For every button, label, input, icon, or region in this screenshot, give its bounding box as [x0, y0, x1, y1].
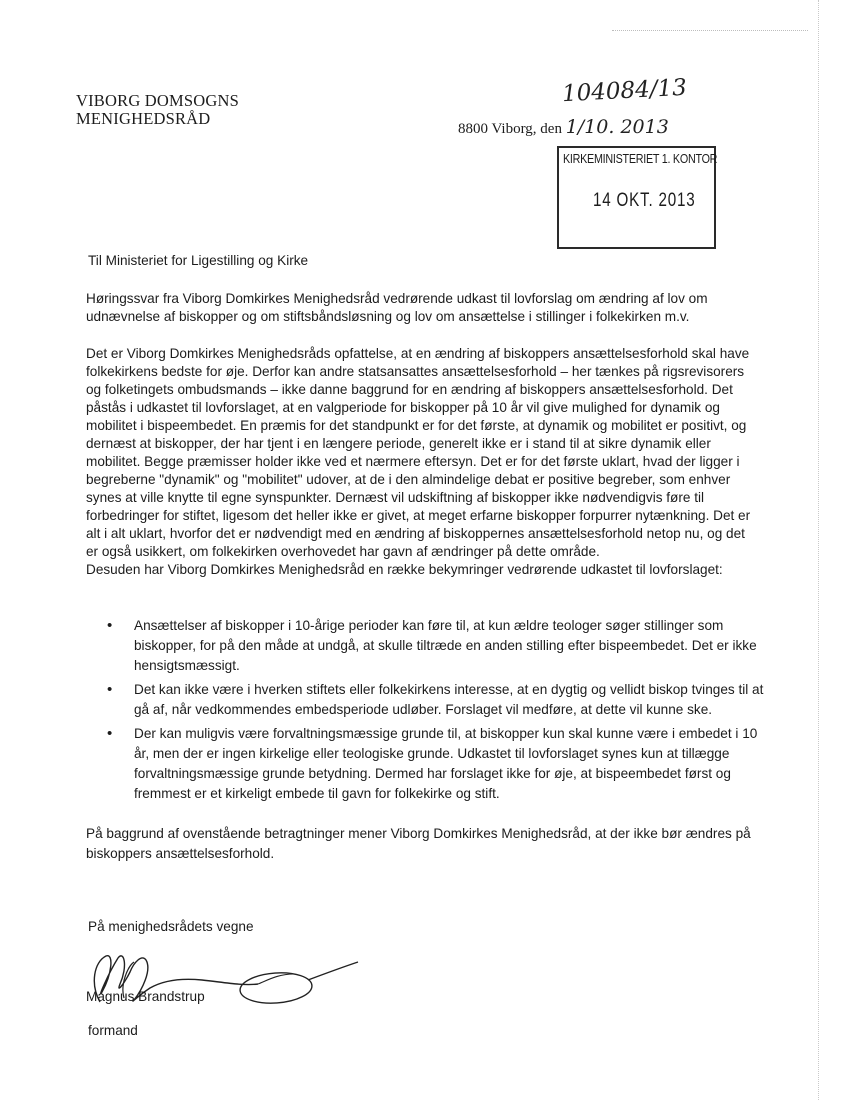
closing-line: På menighedsrådets vegne: [88, 919, 254, 934]
letterhead-line-1: VIBORG DOMSOGNS: [76, 91, 239, 110]
dateline-handwritten: 1/10. 2013: [565, 116, 669, 138]
letterhead: [76, 92, 239, 128]
list-item: • Der kan muligvis være forvaltningsmæssige grunde til, at biskopper kun skal kunne være i embedet i 10 år, men der er ingen kirkelige eller teologiske grunde. Udkastet til lovforslaget synes kun at tillægge forvaltningsmæssige grunde betydning. Dermed har forslaget ikke for øje, at bispeembedet først og fremmest er et kirkeligt embede til gavn for folkekirke og stift.: [86, 724, 776, 804]
stamp-date: 14 OKT. 2013: [593, 190, 696, 211]
signer-name: Magnus Brandstrup: [86, 989, 205, 1004]
main-paragraph-text: Det er Viborg Domkirkes Menighedsråds opfattelse, at en ændring af biskoppers ansættelsesforhold skal have folkekirkens bedste for øje. Derfor kan andre statsansattes ansættelsesforhold – her tænkes på rigsrevisorers og folketingets ombudsmands – ikke danne baggrund for en ændring af biskoppers ansættelsesforhold. Det påstås i udkastet til lovforslaget, at en valgperiode for biskopper på 10 år vil give mulighed for dynamik og mobilitet i bispeembedet. En præmis for det standpunkt er for det første, at dynamik og mobilitet er positivt, og dernæst at biskopper, der har tjent i en længere periode, generelt ikke er i stand til at sikre dynamik eller mobilitet. Begge præmisser holder ikke ved et nærmere eftersyn. Det er for det første uklart, hvad der ligger i begreberne "dynamik" og "mobilitet" udover, at de i den almindelige debat er positive begreber, som enhver synes at ville knytte til egne synspunkter. Dernæst vil udskiftning af biskopper ikke nødvendigvis føre til forbedringer for stiftet, ligesom det heller ikke er givet, at meget erfarne biskopper forpurrer nytænkning. Det er alt i alt uklart, hvorfor det er nødvendigt med en ændring af biskoppernes ansættelsesforhold netop nu, og det er også usikkert, om folkekirken overhovedet har gavn af ændringer på dette område.: [86, 346, 751, 559]
dateline: [458, 116, 669, 138]
conclusion-paragraph: På baggrund af ovenstående betragtninger mener Viborg Domkirkes Menighedsråd, at der ikke bør ændres på biskoppers ansættelsesforhold.: [86, 826, 751, 861]
scan-edge-right: [818, 0, 825, 1100]
stamp-organization: KIRKEMINISTERIET 1. KONTOR: [563, 152, 718, 166]
intro-paragraph: Høringssvar fra Viborg Domkirkes Menighedsråd vedrørende udkast til lovforslag om ændring af lov om udnævnelse af biskopper og om stiftsbåndsløsning og lov om ansættelse i stillinger i folkekirken m.v.: [86, 291, 708, 324]
concerns-intro: Desuden har Viborg Domkirkes Menighedsråd en række bekymringer vedrørende udkastet til lovforslaget:: [86, 562, 723, 577]
recipient-line: Til Ministeriet for Ligestilling og Kirke: [88, 253, 309, 268]
letterhead-line-2: MENIGHEDSRÅD: [76, 109, 211, 128]
list-item: • Ansættelser af biskopper i 10-årige perioder kan føre til, at kun ældre teologer søger stillinger som biskopper, for på den måde at undgå, at skulle tiltræde en anden stilling efter bispeembedet. Det er ikke hensigtsmæssigt.: [86, 616, 776, 676]
dateline-printed: 8800 Viborg, den: [458, 121, 562, 137]
signer-role: formand: [88, 1023, 138, 1038]
concerns-list: [86, 616, 776, 808]
list-item: • Det kan ikke være i hverken stiftets eller folkekirkens interesse, at en dygtig og vellidt biskop tvinges til at gå af, når vedkommendes embedsperiode udløber. Forslaget vil medføre, at dette vil kunne ske.: [86, 680, 776, 720]
reference-number: 104084/13: [561, 74, 688, 108]
received-stamp: [557, 146, 716, 249]
main-paragraph: [86, 345, 756, 579]
scan-edge-top: [612, 30, 808, 31]
